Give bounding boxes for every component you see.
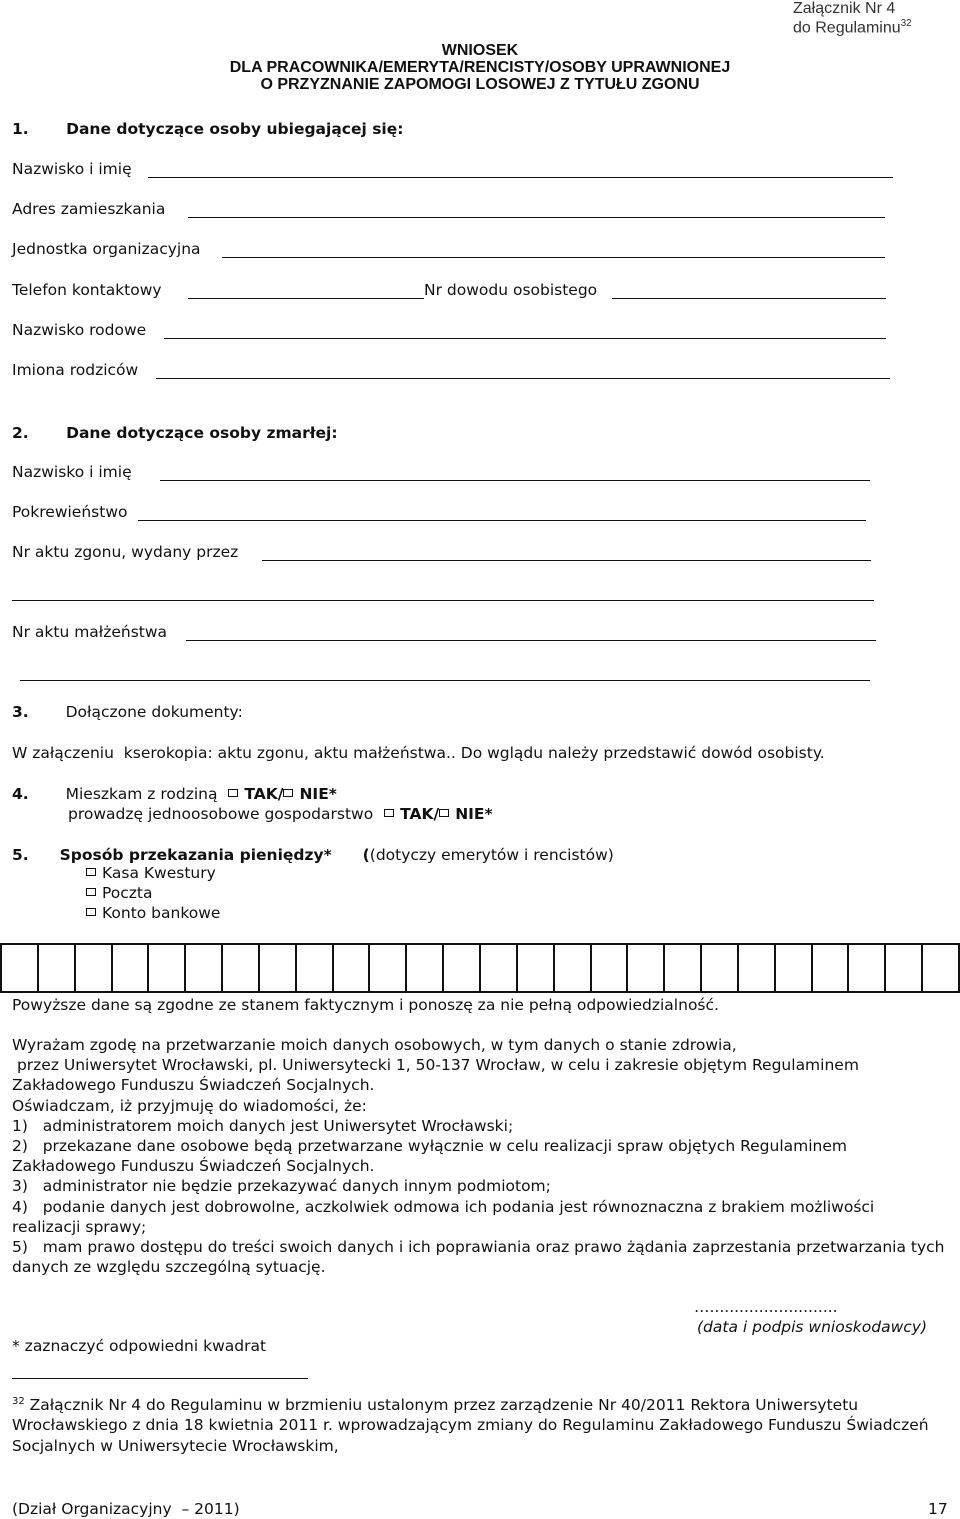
household-no-label: NIE* [455,805,493,823]
consent-block [12,1035,950,1277]
footnote-separator [12,1378,308,1379]
account-number-cells[interactable] [0,943,960,993]
death-cert-field-continued[interactable] [12,600,874,601]
payment-cash-checkbox[interactable] [86,868,96,876]
footnote-number: 32 [12,1396,25,1407]
consent-line-8: 5) mam prawo dostępu do treści swoich danych i ich poprawiania oraz prawo żądania zaprzestania przetwarzania tych danych ze względu szczególną sytuację. [12,1238,950,1277]
household-yes-label: TAK/ [400,805,440,823]
death-cert-field[interactable] [262,560,871,561]
consent-line-7: 4) podanie danych jest dobrowolne, aczkolwiek odmowa ich podania jest równoznaczna z brakiem możliwości realizacji sprawy; [12,1197,880,1236]
section3-title: Dołączone dokumenty: [65,703,243,721]
account-digit-cell[interactable] [592,943,629,993]
account-digit-cell[interactable] [776,943,813,993]
account-digit-cell[interactable] [2,943,39,993]
applicant-maiden-name-field[interactable] [164,338,886,339]
deceased-relation-label: Pokrewieństwo [12,503,128,521]
family-no-checkbox[interactable] [283,789,293,797]
account-digit-cell[interactable] [555,943,592,993]
applicant-id-field[interactable] [612,298,886,299]
applicant-parents-field[interactable] [156,378,890,379]
account-digit-cell[interactable] [186,943,223,993]
attachment-line2-wrap [793,18,912,37]
account-digit-cell[interactable] [739,943,776,993]
account-digit-cell[interactable] [444,943,481,993]
form-title-line1: WNIOSEK [441,42,519,59]
account-digit-cell[interactable] [76,943,113,993]
applicant-address-label: Adres zamieszkania [12,200,166,218]
page-number: 17 [928,1500,948,1518]
section3-heading [12,703,243,721]
section2-title: Dane dotyczące osoby zmarłej: [66,424,338,442]
applicant-phone-label: Telefon kontaktowy [12,281,162,299]
consent-line-1: Wyrażam zgodę na przetwarzanie moich danych osobowych, w tym danych o stanie zdrowia, [12,1036,737,1054]
form-title [0,42,960,93]
account-digit-cell[interactable] [665,943,702,993]
section2-number: 2. [12,424,29,442]
applicant-phone-field[interactable] [188,298,424,299]
form-title-line2: DLA PRACOWNIKA/EMERYTA/RENCISTY/OSOBY UPRAWNIONEJ [229,59,731,76]
section3-number: 3. [12,703,29,721]
section1-number: 1. [12,120,29,138]
account-digit-cell[interactable] [260,943,297,993]
deceased-relation-field[interactable] [138,520,866,521]
payment-bank-checkbox[interactable] [86,908,96,916]
household-label: prowadzę jednoosobowe gospodarstwo [68,805,374,823]
payment-option-cash[interactable] [86,864,216,882]
household-question [68,805,493,823]
signature-dots: ….......................... [694,1298,838,1316]
payment-post-label: Poczta [102,884,153,902]
account-digit-cell[interactable] [297,943,334,993]
section5-heading [12,846,614,864]
payment-bank-label: Konto bankowe [102,904,221,922]
footnote-text: Załącznik Nr 4 do Regulaminu w brzmieniu ustalonym przez zarządzenie Nr 40/2011 Rektora Uniwersytetu Wrocławskiego z dnia 18 kwietnia 2011 r. wprowadzającym zmiany do Regulaminu Zakładowego Funduszu Świadczeń Socjalnych w Uniwersytecie Wrocławskim, [12,1396,929,1455]
deceased-name-field[interactable] [160,480,870,481]
section5-note-text: (dotyczy emerytów i rencistów) [369,846,614,864]
account-digit-cell[interactable] [407,943,444,993]
deceased-name-label: Nazwisko i imię [12,463,132,481]
account-digit-cell[interactable] [886,943,923,993]
death-cert-label: Nr aktu zgonu, wydany przez [12,543,239,561]
applicant-address-field[interactable] [188,217,885,218]
attachment-line2: do Regulaminu [793,19,901,37]
footer-department: (Dział Organizacyjny – 2011) [12,1500,240,1518]
account-digit-cell[interactable] [813,943,850,993]
account-digit-cell[interactable] [849,943,886,993]
account-digit-cell[interactable] [370,943,407,993]
section4 [12,784,337,805]
account-digit-cell[interactable] [334,943,371,993]
account-digit-cell[interactable] [923,943,960,993]
account-digit-cell[interactable] [518,943,555,993]
attachment-label [793,0,912,37]
marriage-cert-label: Nr aktu małżeństwa [12,623,168,641]
account-digit-cell[interactable] [223,943,260,993]
applicant-name-field[interactable] [148,177,893,178]
attachment-line1: Załącznik Nr 4 [793,0,896,17]
account-digit-cell[interactable] [149,943,186,993]
consent-line-4: 1) administratorem moich danych jest Uniwersytet Wrocławski; [12,1116,514,1135]
household-yes-checkbox[interactable] [384,809,394,817]
footnote [12,1392,947,1456]
payment-option-post[interactable] [86,884,153,902]
family-yes-label: TAK/ [244,785,284,803]
consent-line-3: Oświadczam, iż przyjmuję do wiadomości, że: [12,1096,367,1115]
section5-number: 5. [12,846,29,864]
account-digit-cell[interactable] [628,943,665,993]
section3-text: W załączeniu kserokopia: aktu zgonu, aktu małżeństwa.. Do wglądu należy przedstawić dowód osobisty. [12,744,825,762]
account-digit-cell[interactable] [481,943,518,993]
household-no-checkbox[interactable] [439,809,449,817]
family-yes-checkbox[interactable] [228,789,238,797]
section4-number: 4. [12,785,29,803]
account-digit-cell[interactable] [39,943,76,993]
section5-title: Sposób przekazania pieniędzy* [59,846,332,864]
statement-text: Powyższe dane są zgodne ze stanem faktycznym i ponoszę za nie pełną odpowiedzialność. [12,996,719,1014]
mark-note: * zaznaczyć odpowiedni kwadrat [12,1337,267,1355]
family-question [66,785,337,803]
applicant-maiden-name-label: Nazwisko rodowe [12,321,147,339]
section2-heading [12,424,338,442]
family-label: Mieszkam z rodziną [65,785,218,803]
applicant-parents-label: Imiona rodziców [12,361,139,379]
signature-label: (data i podpis wnioskodawcy) [697,1318,928,1336]
applicant-unit-field[interactable] [222,257,885,258]
applicant-id-label: Nr dowodu osobistego [424,281,598,299]
payment-cash-label: Kasa Kwestury [102,864,216,882]
consent-line-2: przez Uniwersytet Wrocławski, pl. Uniwersytecki 1, 50-137 Wrocław, w celu i zakresie objętym Regulaminem Zakładowego Funduszu Świadczeń Socjalnych. [12,1056,864,1095]
section1-title: Dane dotyczące osoby ubiegającej się: [66,120,404,138]
attachment-sup: 32 [900,18,912,29]
payment-option-bank[interactable] [86,904,220,922]
section5-note: ((dotyczy emerytów i rencistów) [362,846,614,864]
consent-line-6: 3) administrator nie będzie przekazywać danych innym podmiotom; [12,1177,551,1196]
applicant-unit-label: Jednostka organizacyjna [12,240,201,258]
account-digit-cell[interactable] [702,943,739,993]
account-digit-cell[interactable] [113,943,150,993]
consent-line-5: 2) przekazane dane osobowe będą przetwarzane wyłącznie w celu realizacji spraw objętych Regulaminem Zakładowego Funduszu Świadczeń Socjalnych. [12,1137,852,1176]
marriage-cert-field[interactable] [186,640,876,641]
form-title-line3: O PRZYZNANIE ZAPOMOGI LOSOWEJ Z TYTUŁU ZGONU [260,76,700,93]
payment-post-checkbox[interactable] [86,888,96,896]
family-no-label: NIE* [299,785,337,803]
marriage-cert-field-continued[interactable] [20,680,870,681]
section1-heading [12,120,403,138]
applicant-name-label: Nazwisko i imię [12,160,132,178]
